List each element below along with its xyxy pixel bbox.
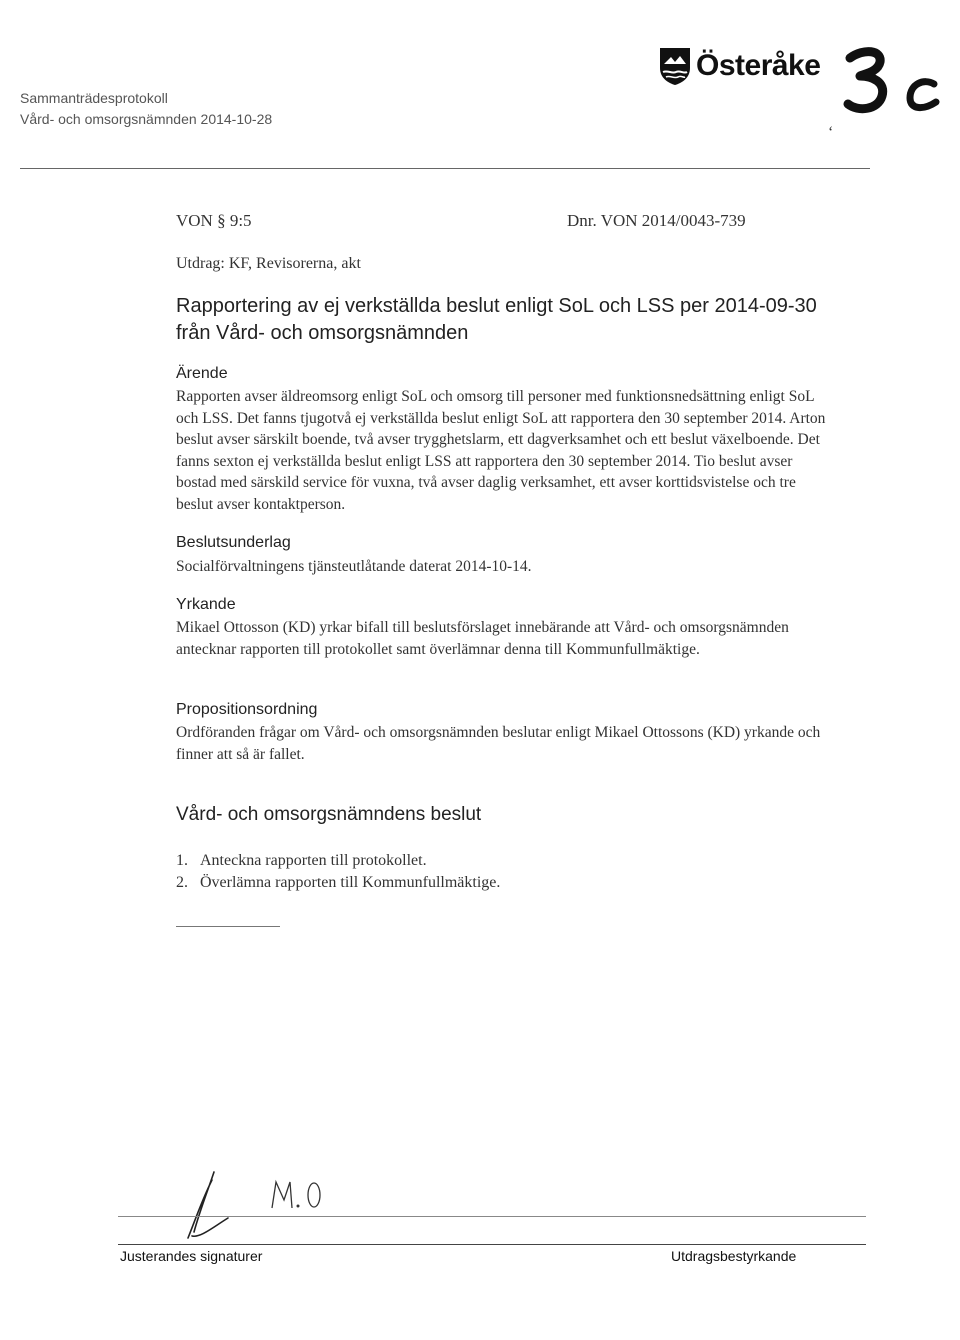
diary-number: Dnr. VON 2014/0043-739 <box>567 211 746 230</box>
decision-item-number: 2. <box>176 874 188 891</box>
decision-item-number: 1. <box>176 852 188 869</box>
decision-item <box>176 872 500 894</box>
section-text-propositionsordning: Ordföranden frågar om Vård- och omsorgsnämnden beslutar enligt Mikael Ottossons (KD) yrkande och finner att så är fallet. <box>176 724 821 763</box>
extract-certification-label: Utdragsbestyrkande <box>671 1248 797 1264</box>
extract-recipients: Utdrag: KF, Revisorerna, akt <box>176 255 361 272</box>
handwritten-initials <box>268 1174 332 1214</box>
signature-line <box>118 1216 866 1217</box>
protocol-type: Sammanträdesprotokoll <box>20 90 168 106</box>
handwritten-signature <box>172 1166 262 1248</box>
header-divider <box>20 168 870 169</box>
decision-list <box>176 850 500 894</box>
decision-item-text: Överlämna rapporten till Kommunfullmäktige. <box>200 874 501 891</box>
section-text-beslutsunderlag: Socialförvaltningens tjänsteutlåtande daterat 2014-10-14. <box>176 558 532 575</box>
section-text-yrkande: Mikael Ottosson (KD) yrkar bifall till beslutsförslaget innebärande att Vård- och omsorgsnämnden antecknar rapporten till protokollet samt överlämnar denna till Kommunfullmäktige. <box>176 619 789 658</box>
committee-date: Vård- och omsorgsnämnden 2014-10-28 <box>20 111 273 127</box>
signature-line-lower <box>118 1244 866 1245</box>
handwritten-document-mark <box>842 44 952 124</box>
section-heading-beslutsunderlag: Beslutsunderlag <box>176 534 291 551</box>
logo-wordmark: Österåke <box>696 49 821 82</box>
section-heading-yrkande: Yrkande <box>176 596 236 613</box>
decision-heading: Vård- och omsorgsnämndens beslut <box>176 804 482 825</box>
section-heading-arende: Ärende <box>176 365 228 382</box>
protocol-header <box>20 88 272 130</box>
end-divider <box>176 926 280 927</box>
tick-mark: ‘ <box>828 124 834 141</box>
signature-label: Justerandes signaturer <box>120 1248 263 1264</box>
municipal-shield-icon <box>658 46 692 86</box>
section-heading-propositionsordning: Propositionsordning <box>176 701 318 718</box>
page-title: Rapportering av ej verkställda beslut enligt SoL och LSS per 2014-09-30 från Vård- och omsorgsnämnden <box>176 295 817 344</box>
paragraph-number: VON § 9:5 <box>176 211 252 230</box>
decision-item <box>176 850 500 872</box>
municipality-logo <box>658 46 820 86</box>
section-text-arende: Rapporten avser äldreomsorg enligt SoL och omsorg till personer med funktionsnedsättning enligt SoL och LSS. Det fanns tjugotvå ej verkställda beslut enligt SoL att rapportera den 30 september 2014. Arton beslut avser särskilt boende, två avser trygghetslarm, ett dagverksamhet och ett beslut växelboende. Det fanns sexton ej verkställda beslut enligt LSS att rapportera den 30 september 2014. Tio beslut avser bostad med särskild service för vuxna, två avser daglig verksamhet, ett avser korttidsvistelse och tre beslut avser kontaktperson. <box>176 388 826 513</box>
decision-item-text: Anteckna rapporten till protokollet. <box>200 852 427 869</box>
